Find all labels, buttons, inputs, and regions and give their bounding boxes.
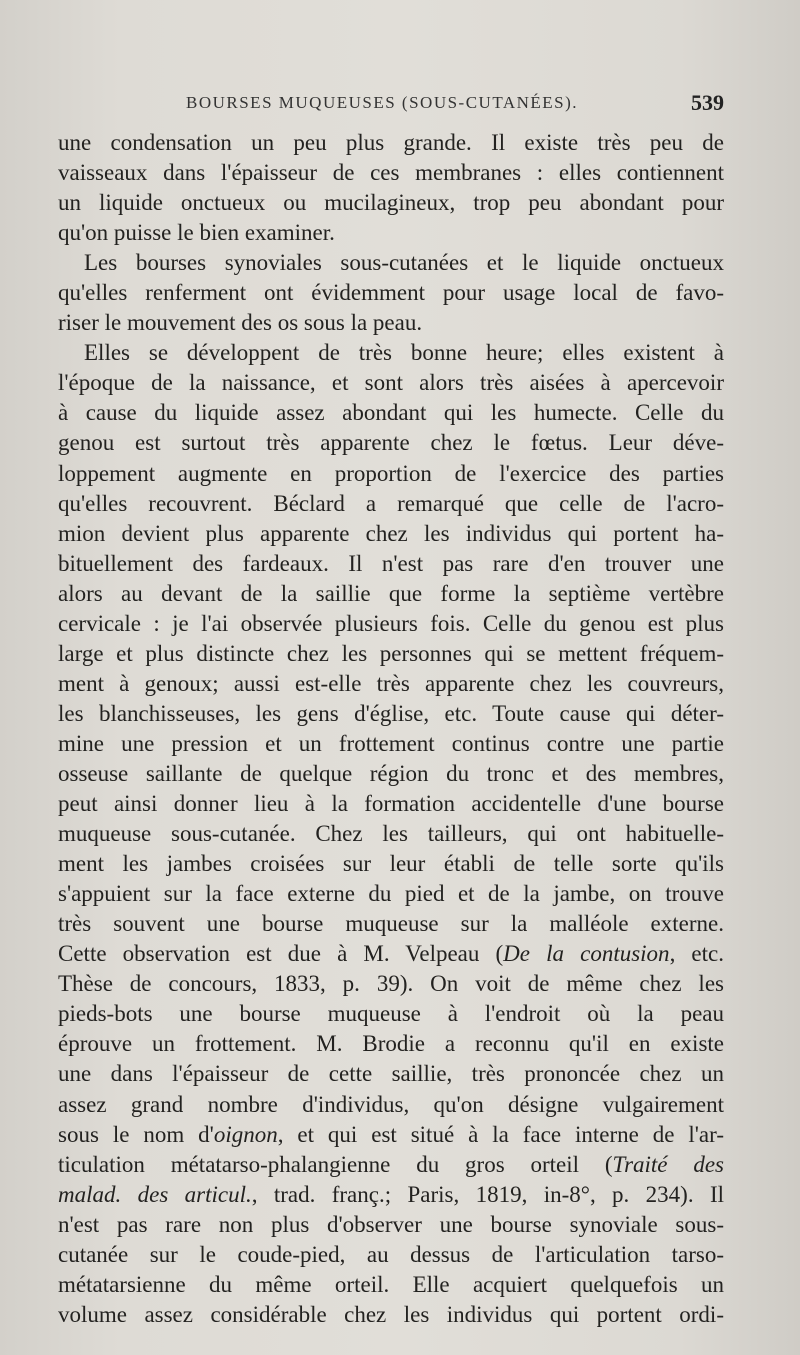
text-line: osseuse saillante de quelque région du tronc et des membres, — [58, 760, 724, 786]
text-line — [58, 1150, 724, 1180]
text-line: ment à genoux; aussi est-elle très apparente chez les couvreurs, — [58, 670, 724, 696]
text-line: riser le mouvement des os sous la peau. — [58, 310, 423, 336]
page-number: 539 — [691, 90, 724, 115]
text-line: ment les jambes croisées sur leur établi de telle sorte qu'ils — [58, 851, 724, 877]
text-line: Les bourses synoviales sous-cutanées et le liquide onctueux — [84, 250, 724, 276]
text-line: une condensation un peu plus grande. Il existe très peu de — [58, 130, 724, 155]
text-line: une dans l'épaisseur de cette saillie, très prononcée chez un — [58, 1061, 724, 1087]
text-line: métatarsienne du même orteil. Elle acquiert quelquefois un — [58, 1271, 724, 1297]
running-title: BOURSES MUQUEUSES (SOUS-CUTANÉES). — [186, 93, 579, 112]
text-line: n'est pas rare non plus d'observer une bourse synoviale sous- — [58, 1211, 724, 1237]
text-line: qu'on puisse le bien examiner. — [58, 220, 335, 246]
italic-text: De la contusion — [503, 941, 670, 967]
text-line — [58, 1120, 724, 1150]
text-line: vaisseaux dans l'épaisseur de ces membranes : elles contiennent — [58, 160, 724, 186]
text-line: cutanée sur le coude-pied, au dessus de l'articulation tarso- — [58, 1241, 724, 1267]
text-segment: , etc. — [669, 941, 724, 967]
text-segment: , trad. franç.; Paris, 1819, in-8°, p. 234). Il — [251, 1181, 724, 1207]
page-header — [58, 90, 724, 119]
text-line: un liquide onctueux ou mucilagineux, trop peu abondant pour — [58, 190, 724, 216]
italic-text: malad. des articul. — [58, 1181, 252, 1207]
text-line: muqueuse sous-cutanée. Chez les tailleurs, qui ont habituelle- — [58, 821, 724, 847]
text-line: loppement augmente en proportion de l'exercice des parties — [58, 460, 724, 486]
text-line: à cause du liquide assez abondant qui les humecte. Celle du — [58, 400, 724, 426]
text-line: cervicale : je l'ai observée plusieurs fois. Celle du genou est plus — [58, 610, 724, 636]
body-text — [58, 128, 724, 1330]
text-line: bituellement des fardeaux. Il n'est pas rare d'en trouver une — [58, 550, 724, 576]
text-segment: ticulation métatarso-phalangienne du gros orteil ( — [58, 1151, 613, 1177]
text-line: genou est surtout très apparente chez le fœtus. Leur déve- — [58, 430, 724, 456]
text-line: assez grand nombre d'individus, qu'on désigne vulgairement — [58, 1091, 724, 1117]
text-segment: , et qui est situé à la face interne de l'ar- — [277, 1121, 724, 1147]
text-line: mine une pression et un frottement continus contre une partie — [58, 730, 724, 756]
text-line: large et plus distincte chez les personnes qui se mettent fréquem- — [58, 640, 724, 666]
text-line: les blanchisseuses, les gens d'église, etc. Toute cause qui déter- — [58, 700, 724, 726]
text-line: volume assez considérable chez les individus qui portent ordi- — [58, 1301, 724, 1327]
text-line: qu'elles recouvrent. Béclard a remarqué que celle de l'acro- — [58, 490, 724, 516]
text-line: qu'elles renferment ont évidemment pour usage local de favo- — [58, 280, 724, 306]
text-line: éprouve un frottement. M. Brodie a reconnu qu'il en existe — [58, 1031, 724, 1057]
text-line: s'appuient sur la face externe du pied et de la jambe, on trouve — [58, 881, 724, 907]
text-line: mion devient plus apparente chez les individus qui portent ha- — [58, 520, 724, 546]
text-line: Thèse de concours, 1833, p. 39). On voit de même chez les — [58, 971, 724, 997]
italic-text: oignon — [213, 1121, 278, 1147]
text-line: très souvent une bourse muqueuse sur la malléole externe. — [58, 911, 724, 937]
text-line: peut ainsi donner lieu à la formation accidentelle d'une bourse — [58, 791, 724, 817]
text-segment: sous le nom d' — [58, 1121, 214, 1147]
italic-text: Traité des — [612, 1151, 724, 1177]
text-line — [58, 939, 724, 969]
text-line: l'époque de la naissance, et sont alors très aisées à apercevoir — [58, 370, 724, 396]
text-line — [58, 1180, 724, 1210]
text-segment: Cette observation est due à M. Velpeau ( — [58, 941, 504, 967]
text-line: Elles se développent de très bonne heure; elles existent à — [84, 340, 724, 366]
text-line: alors au devant de la saillie que forme la septième vertèbre — [58, 580, 724, 606]
text-line: pieds-bots une bourse muqueuse à l'endroit où la peau — [58, 1001, 724, 1027]
